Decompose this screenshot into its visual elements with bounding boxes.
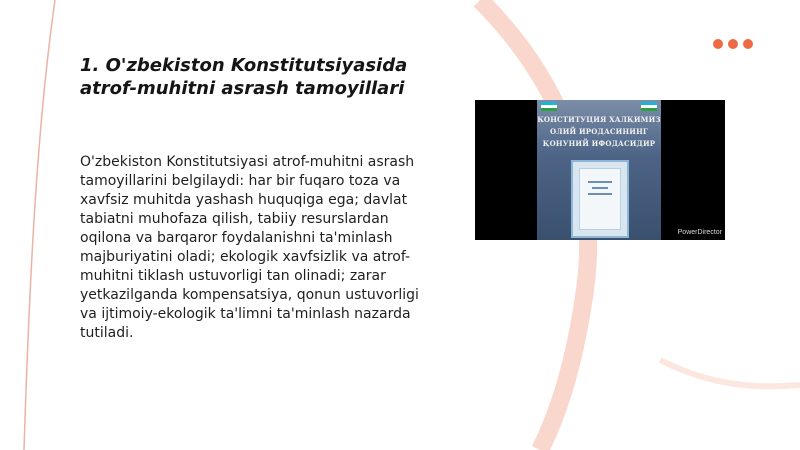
watermark: PowerDirector <box>677 229 722 236</box>
menu-dots-icon <box>713 39 753 49</box>
constitution-book-image <box>571 160 629 238</box>
dot-icon <box>713 39 723 49</box>
slide-title: 1. O'zbekiston Konstitutsiyasida atrof-muhitni asrash tamoyillari <box>80 55 408 99</box>
constitution-banner <box>537 100 661 240</box>
flag-icon <box>641 102 657 111</box>
video-player[interactable] <box>475 100 725 240</box>
banner-line: ҚОНУНИЙ ИФОДАСИДИР <box>542 139 656 148</box>
dot-icon <box>743 39 753 49</box>
slide-body: O'zbekiston Konstitutsiyasi atrof-muhitni asrash tamoyillarini belgilaydi: har bir fuqaro toza va xavfsiz muhitda yashash huquqiga ega; davlat tabiatni muhofaza qilish, tabiiy resurslardan oqilona va barqaror foydalanishni ta'minlash majburiyatini oladi; ekologik xavfsizlik va atrof-muhitni tiklash ustuvorligi tan olinadi; zarar yetkazilganda kompensatsiya, qonun ustuvorligi va ijtimoiy-ekologik ta'limni ta'minlash nazarda tutiladi. <box>80 154 419 341</box>
flag-icon <box>541 102 557 111</box>
dot-icon <box>728 39 738 49</box>
banner-caption <box>537 114 661 150</box>
banner-line: КОНСТИТУЦИЯ ХАЛҚИМИЗ <box>537 115 661 124</box>
banner-line: ОЛИЙ ИРОДАСИНИНГ <box>550 127 648 136</box>
